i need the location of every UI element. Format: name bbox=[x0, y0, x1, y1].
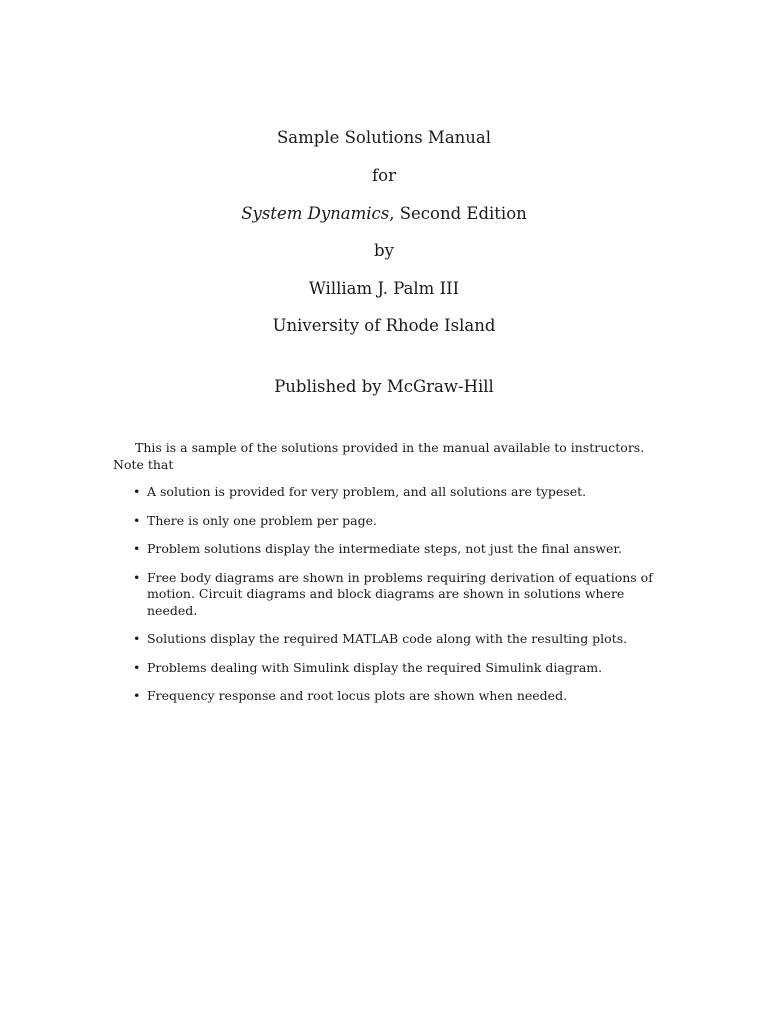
list-item-text: Problems dealing with Simulink display the required Simulink diagram. bbox=[147, 659, 603, 675]
list-item-text: Free body diagrams are shown in problems requiring derivation of equations of motion. Circuit diagrams and block diagrams are shown in solutions where needed. bbox=[147, 569, 653, 618]
title-line-by: by bbox=[374, 241, 394, 260]
title-line-manual: Sample Solutions Manual bbox=[276, 128, 492, 147]
bullet-icon: • bbox=[133, 512, 141, 528]
bullet-icon: • bbox=[133, 484, 141, 499]
list-item bbox=[132, 631, 672, 648]
title-line-book bbox=[0, 204, 768, 224]
bullet-icon: • bbox=[133, 659, 141, 675]
list-item-text: Solutions display the required MATLAB code along with the resulting plots. bbox=[147, 631, 628, 646]
bullet-icon: • bbox=[133, 631, 141, 646]
list-item-text: Problem solutions display the intermediate steps, not just the final answer. bbox=[147, 541, 622, 556]
list-item bbox=[132, 541, 672, 558]
bullet-icon: • bbox=[133, 688, 141, 703]
list-item-text: Frequency response and root locus plots are shown when needed. bbox=[147, 688, 568, 703]
list-item bbox=[132, 484, 672, 501]
list-item-text: There is only one problem per page. bbox=[147, 512, 377, 528]
intro-paragraph: This is a sample of the solutions provided in the manual available to instructors. Note that bbox=[113, 440, 645, 472]
book-title: System Dynamics bbox=[241, 204, 390, 223]
bullet-icon: • bbox=[133, 569, 141, 585]
list-item bbox=[132, 660, 672, 677]
feature-list bbox=[132, 484, 672, 717]
publisher-line: Published by McGraw-Hill bbox=[274, 377, 494, 396]
list-item bbox=[132, 688, 672, 705]
author-affiliation: University of Rhode Island bbox=[272, 316, 496, 335]
list-item-text: A solution is provided for very problem, and all solutions are typeset. bbox=[147, 484, 587, 499]
book-edition: , Second Edition bbox=[389, 204, 527, 223]
bullet-icon: • bbox=[133, 541, 141, 556]
title-line-for: for bbox=[372, 166, 396, 185]
list-item bbox=[132, 513, 672, 530]
author-name: William J. Palm III bbox=[308, 279, 460, 298]
list-item bbox=[132, 570, 672, 620]
